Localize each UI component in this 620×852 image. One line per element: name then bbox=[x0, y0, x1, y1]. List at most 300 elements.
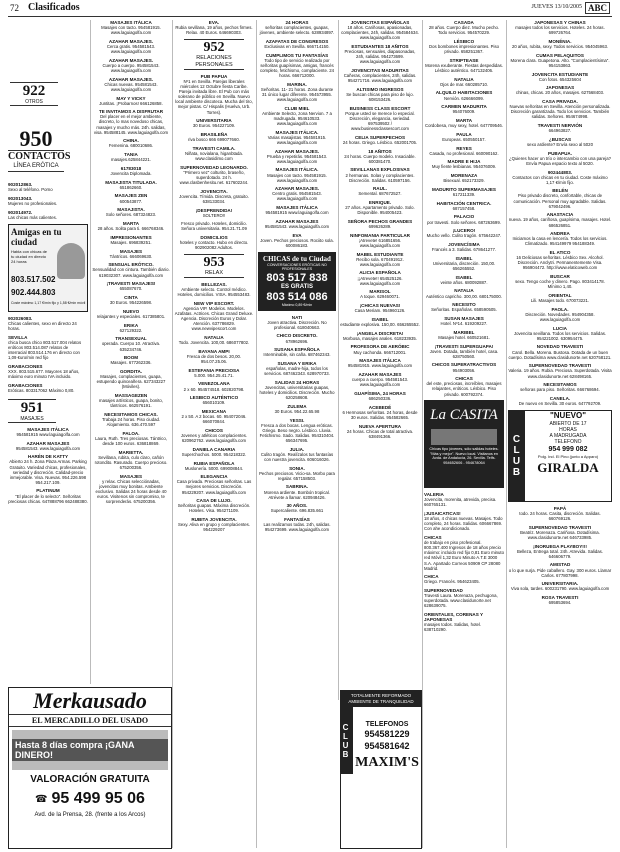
column-7 bbox=[508, 20, 612, 848]
classified-ad bbox=[424, 173, 504, 183]
ad-heading: SUSANA ESPAÑOLA bbox=[274, 347, 320, 353]
classified-ad bbox=[258, 219, 336, 229]
column-4 bbox=[258, 20, 336, 848]
ad-heading: EVA. bbox=[208, 20, 220, 25]
column-6 bbox=[424, 20, 504, 848]
ad-heading: UNIVERSITARIA. bbox=[541, 581, 579, 587]
classified-ad bbox=[92, 431, 170, 446]
club-maxims-ad: TOTALMENTE REFORMADO AMBIENTE DE TRANQUILIDAD CLUB TELEFONOS 954581229 954581642 MAXIM'S bbox=[340, 690, 422, 849]
ad-body: 656010109. bbox=[202, 400, 226, 406]
ad-heading: AZAFATAS DE CONGRESOS bbox=[265, 38, 329, 44]
classified-ad bbox=[174, 132, 254, 142]
classified-ad bbox=[174, 20, 254, 35]
ad-heading: CUMPLIMOS TU FANTASÍAS bbox=[265, 52, 329, 58]
ad-body: señoritas complacientes, guapas, jóvenes, ambiente selecto. 628934897. bbox=[259, 25, 335, 36]
classified-ad bbox=[174, 381, 254, 391]
ad-heading: MASAJISTA. bbox=[117, 207, 145, 213]
ad-heading: 902014972. bbox=[8, 209, 33, 215]
ad-heading: ISABEL bbox=[371, 316, 389, 322]
ad-heading: MARINA. bbox=[287, 81, 307, 87]
ad-heading: 24 HORAS bbox=[285, 20, 309, 25]
classified-ad bbox=[340, 303, 420, 313]
classified-ad bbox=[508, 123, 612, 133]
classified-ad bbox=[340, 270, 420, 285]
column-3 bbox=[174, 20, 254, 848]
ad-heading: DOMICILIOS bbox=[200, 235, 228, 241]
ad-heading: ERIKA bbox=[123, 322, 139, 328]
classified-ad bbox=[340, 68, 420, 83]
ad-body: Beatriz. Morenaza. Cariñosa. Dotadísima. www.clasidunorte.net 646733985. bbox=[520, 529, 600, 540]
ad-heading: MEXICANA bbox=[201, 408, 227, 414]
classified-ad bbox=[174, 74, 254, 115]
section-code-953: 953 RELAX bbox=[184, 254, 244, 278]
ad-body: Porque usted se merece lo especial. Discreción, elegancia, seriedad. 697539502 / www.businessclassescort.com bbox=[345, 110, 415, 132]
classified-ad bbox=[508, 581, 612, 591]
ad-body: 30 Euros. 954227109. bbox=[192, 123, 236, 129]
ad-heading: HARÉN DE KATTY bbox=[27, 454, 69, 460]
classified-ad bbox=[508, 188, 612, 208]
ad-body: 28 años. Solita para ti. 666768346. bbox=[97, 226, 165, 232]
classified-ad bbox=[424, 612, 504, 632]
classified-ad bbox=[258, 167, 336, 182]
ad-heading: BRASILEÑA bbox=[200, 132, 228, 137]
classified-ad bbox=[174, 301, 254, 332]
ad-heading: MABEL ESTUDIANTE bbox=[356, 251, 404, 257]
ad-body: 6 Hermosas señoritas. 24 horas, desde 30 euros. Salidas. 954582665. bbox=[342, 409, 418, 420]
ad-heading: NUEVO bbox=[122, 308, 140, 314]
ad-list-col3a bbox=[174, 20, 254, 35]
classified-ad bbox=[258, 361, 336, 376]
classified-ad bbox=[424, 316, 504, 326]
classified-ad bbox=[8, 441, 88, 451]
ad-body: 28 años. Cuerpo diez. Mucho pecho. Todo servicios. 954570229. bbox=[428, 25, 500, 36]
ad-body: cuerpo a cuerpo. 954581543. www.laguiagolfa.com bbox=[351, 377, 409, 388]
ad-heading: FANTASÍAS bbox=[284, 517, 310, 523]
classified-ad bbox=[508, 53, 612, 68]
classified-ad bbox=[424, 39, 504, 54]
ad-body: Las realizamos todas. 24h, salidas. 954273699. www.laguiagolfa.com bbox=[263, 522, 331, 533]
promo-amigas-ciudad: Amigas en tu ciudad Habla con chicas de tu ciudad en directo 24 horas 803.517.502 902.444.803 Coste máximo 1,17 €/min fijo y 1,58 €/min móvil bbox=[8, 224, 88, 312]
ad-heading: GRABACIONES bbox=[8, 382, 43, 388]
ad-body: De nuevo en Sevilla. 30 euros. 647792709. bbox=[518, 401, 602, 407]
classified-ad bbox=[174, 165, 254, 185]
ad-heading: ROSA TRAVESTI bbox=[541, 595, 579, 601]
newspaper-logo: ABC bbox=[585, 2, 610, 14]
ad-heading: MARTA bbox=[122, 221, 140, 227]
ad-heading: SEÑORA PECHOS GRANDES bbox=[347, 218, 413, 224]
classified-ad bbox=[508, 137, 612, 147]
ad-heading: PUBAPUA. bbox=[548, 150, 572, 156]
classified-ad bbox=[174, 368, 254, 378]
ad-heading: NECESITO bbox=[452, 302, 476, 308]
classified-ad bbox=[174, 517, 254, 532]
ad-body: Morena exuberante. Fiestas despedidas. Lésbico auténtico. 647132406. bbox=[425, 62, 503, 73]
classified-ad bbox=[92, 180, 170, 190]
ad-heading: MAY Y VICKY bbox=[116, 95, 146, 101]
ad-body: Europeas. 650550157. bbox=[442, 136, 486, 142]
classified-ad bbox=[424, 228, 504, 238]
classified-ad bbox=[92, 281, 170, 291]
ad-heading: REYES bbox=[456, 145, 472, 151]
ad-body: Universitaria, discreción. 150,00. 656265552. bbox=[432, 260, 496, 271]
ad-body: Nervión. 626666099. bbox=[444, 95, 484, 101]
ad-heading: TRANSEXUAL bbox=[115, 336, 147, 342]
ad-body: Señoritas. 11- 21 horas. Zona durante 31 único lugar diferente. 954573955. www.laguiagolfa.com bbox=[260, 86, 334, 102]
ad-body: 24 horas. Chicas de total atractiva. 638491366. bbox=[346, 428, 414, 439]
ad-heading: NATI bbox=[291, 314, 303, 320]
ad-body: Hotel. Nº14. 619209227. bbox=[440, 321, 488, 327]
ad-heading: MARISOL bbox=[369, 289, 391, 295]
ad-body: Casa Meriam. 954960126. bbox=[354, 308, 406, 314]
ad-body: 627129322. bbox=[119, 327, 143, 333]
classified-ad bbox=[92, 262, 170, 277]
ad-body: Todo. Jovencita. 100,00. 686077802. bbox=[178, 340, 250, 346]
ad-body: 655087670. bbox=[119, 286, 143, 292]
ad-heading: VENEZOLANA bbox=[198, 381, 230, 387]
classified-ad bbox=[340, 44, 420, 64]
ad-heading: ISABEL bbox=[455, 255, 473, 261]
ad-body: masajes artísticos, guapa, bonito, tántricos. 662576191. bbox=[98, 398, 163, 409]
ad-body: Auténtico capricho. 300,00. 680175000. bbox=[426, 293, 502, 299]
ad-body: Morena ardiente. Bombón tropical. Atrévete a llamar. 620948426. bbox=[264, 489, 330, 500]
ad-heading: AZAHAR MASAJES bbox=[358, 372, 402, 378]
ad-heading: ¡TRAVESTI MASAJES! bbox=[106, 281, 156, 287]
ad-body: ¡Atrevete! 616851656. www.laguiagolfa.com bbox=[358, 237, 402, 248]
ad-body: Muslonería. 5000. 699008844. bbox=[184, 465, 244, 471]
ad-heading: RAUL. bbox=[372, 186, 388, 192]
classified-ad bbox=[258, 233, 336, 248]
ad-body: 30 Euros. 954.22.65.98 bbox=[274, 408, 320, 414]
ad-body: Laura, Ruth. Tres preciosas. Tántrico, desde 100 euros. 636818869. bbox=[95, 435, 167, 446]
ad-body: 24 horas. Griego. Lésbico. 652001705. bbox=[342, 139, 418, 145]
classified-ad bbox=[340, 200, 420, 215]
classified-ad bbox=[174, 461, 254, 471]
ad-body: Las chicas más calientes. bbox=[8, 214, 57, 220]
ad-body: Juntitas. ¡Probarnos! 666126858. bbox=[99, 100, 163, 106]
classified-ad bbox=[8, 210, 88, 220]
ad-body: Morbosa, masajes anales. 618233935. bbox=[342, 335, 418, 341]
ad-body: 2 x 50. A 2 bocas. 60. 954072046. 666070844. bbox=[181, 414, 247, 425]
classified-ad bbox=[8, 335, 88, 360]
ad-heading: MASAJES bbox=[119, 248, 143, 254]
classified-ad bbox=[340, 149, 420, 164]
page-number: 72 bbox=[10, 3, 19, 13]
ad-body: todo. 24 horas. Casita, discreción. Salidas. 660769126. bbox=[519, 510, 601, 521]
ad-heading: EVA bbox=[292, 232, 302, 238]
ad-heading: CUMAS PELAQUITOS bbox=[536, 52, 584, 58]
classified-ad bbox=[174, 189, 254, 204]
ad-body: 651862660. bbox=[119, 184, 143, 190]
ad-heading: BUSCAR bbox=[550, 274, 570, 280]
classified-ad bbox=[508, 212, 612, 227]
ad-heading: SENSUAL ERÓTICO. bbox=[108, 262, 154, 268]
classified-ad bbox=[92, 166, 170, 176]
ad-heading: SUSANA Y ERIKA bbox=[277, 361, 317, 367]
classified-ad bbox=[508, 99, 612, 119]
ad-body: 20 años, rubita, sexy. Todos servicios. 954045963. bbox=[511, 43, 609, 49]
classified-ad bbox=[424, 159, 504, 169]
ad-heading: MASAJES ITÁLICA bbox=[359, 358, 401, 364]
classified-ad bbox=[258, 315, 336, 330]
ad-body: "Primero vez" colturito, braseño, superdotado. 24 h. www.clasbenhesitu.net. 617602244. bbox=[179, 169, 249, 185]
ad-body: sexo ardiente? Envía sexo al 5020 bbox=[527, 141, 593, 147]
classified-ad bbox=[340, 20, 420, 40]
classified-ad bbox=[340, 106, 420, 131]
classified-ad bbox=[8, 427, 88, 437]
ad-heading: LESBICO AUTÉNTICO bbox=[189, 395, 239, 401]
classified-ad bbox=[8, 488, 88, 503]
classified-ad bbox=[340, 344, 420, 354]
classified-ad bbox=[92, 96, 170, 106]
classified-ad bbox=[424, 376, 504, 396]
merkausado-ad: Merkausado EL MERCADILLO DEL USADO Hasta 8 días compra ¡GANA DINERO! VALORACIÓN GRATUITA ☎ 95 499 95 06 Avd. de la Prensa, 28. (frente a los Arcos) bbox=[8, 687, 172, 849]
ad-heading: SABRINA. bbox=[285, 484, 309, 490]
ad-heading: PAOLA. bbox=[551, 306, 569, 312]
ad-heading: MASAJES ITÁLICA. bbox=[275, 167, 319, 173]
ad-heading: MADURITO SUPERMASAJES bbox=[432, 186, 496, 192]
ad-body: riva bosco 666 699077660. bbox=[188, 137, 240, 143]
ad-heading: MASAJES ITÁLICA bbox=[110, 20, 152, 25]
classified-ad bbox=[92, 412, 170, 427]
phone-icon: ☎ bbox=[35, 793, 48, 805]
classified-ad bbox=[174, 349, 254, 364]
ad-body: Contactos con chicas en tu ciudad. Coste máximo 1,17 €/min fijo. bbox=[512, 174, 608, 185]
ad-body: Del placer en el mejor ambiente, discreto, lo mas novedoso chicas, masajes y mucho más. 24h. salidas, visa. 954588145. www.laguiagolfa.com bbox=[93, 114, 169, 135]
ad-body: Jovencita sevillana. Todos los servicios. Salidas. 954221002. 630954475. bbox=[513, 330, 607, 341]
ad-heading: MASSAGEZEN bbox=[114, 393, 148, 398]
ad-body: Cuerpo a cuerpo. 954581543. www.laguiagolfa.com bbox=[102, 62, 160, 73]
section-code-922: 922 OTROS bbox=[10, 82, 58, 106]
classified-ad bbox=[424, 118, 504, 128]
classified-ad bbox=[424, 77, 504, 87]
classified-ad bbox=[174, 335, 254, 345]
ad-body: Masajes con tacto. 954581915. www.laguiagolfa.com bbox=[101, 25, 161, 36]
classified-ad bbox=[92, 235, 170, 245]
ad-heading: 30 AÑOS. bbox=[286, 503, 308, 509]
classified-ad bbox=[424, 362, 504, 372]
ad-body: Señoritas. Españolas. 658590505. bbox=[431, 307, 497, 313]
ad-list-col4b bbox=[258, 315, 336, 533]
ad-heading: NATALIA bbox=[454, 288, 474, 294]
classified-ad bbox=[424, 132, 504, 142]
ad-heading: MARIETTA. bbox=[118, 449, 144, 455]
ad-heading: JAPONESAS Y CHINAS bbox=[534, 20, 586, 25]
ad-body: Discreción. Novedades. 954904358. www.laguiagolfa.com bbox=[525, 311, 595, 322]
ad-heading: YESSI. bbox=[289, 417, 305, 423]
ad-heading: GUAPÍSIMA, 24 HORAS bbox=[354, 390, 406, 396]
ad-heading: SONIA. bbox=[289, 465, 305, 471]
ad-body: Fresco privado. Hoteles, domicilio. Señora universitaria. 954.21.71.09 bbox=[181, 221, 247, 232]
classified-ad bbox=[340, 186, 420, 196]
ad-heading: CHINA. bbox=[123, 138, 139, 144]
ad-body: Se buscan chicas para piso de lujo. 608153426. bbox=[346, 91, 414, 102]
ad-heading: DANIELA CANARIA bbox=[192, 446, 236, 452]
ad-heading: CHICOS SUPERATRACTIVOS bbox=[431, 362, 497, 368]
page-header bbox=[8, 0, 612, 17]
classified-ad bbox=[508, 39, 612, 49]
classified-ad bbox=[508, 170, 612, 185]
ad-body: 617211339. bbox=[452, 191, 476, 197]
ad-heading: CINTA bbox=[124, 295, 138, 301]
ad-heading: CANELA. bbox=[549, 396, 571, 401]
ad-body: Pechos preciosos. Vicio-sa. Morbo para regalar. 657158503. bbox=[259, 470, 335, 481]
ad-heading: CLUB MIEL bbox=[284, 105, 310, 111]
ad-heading: JULIA. bbox=[289, 446, 305, 452]
ad-body: Preciosas, sensuales, diapasonadas, 24h, salidas. 954273699. www.laguiagolfa.com bbox=[344, 49, 416, 65]
classified-ad bbox=[340, 233, 420, 248]
classified-ad bbox=[92, 58, 170, 73]
classified-ad bbox=[340, 219, 420, 229]
classified-ad bbox=[174, 409, 254, 424]
ad-heading: MASAJES ITÁLICA bbox=[27, 426, 69, 432]
ad-body: Varias masajistas. 954581915. www.laguiagolfa.com bbox=[267, 134, 327, 145]
section-code-951: 951 MASAJES bbox=[8, 399, 56, 423]
ad-body: 954581543. www.laguiagolfa.com bbox=[264, 224, 330, 230]
ad-body: A toque. 629460071. bbox=[360, 294, 400, 300]
ad-heading: AZAHAR MASAJES bbox=[275, 218, 319, 224]
ad-heading: PALOA. bbox=[122, 430, 140, 436]
ad-body: Superchochos. 5000. 954218322. bbox=[181, 451, 247, 457]
classified-ad bbox=[92, 355, 170, 365]
classified-ad bbox=[258, 380, 336, 400]
classified-ad bbox=[92, 309, 170, 319]
ad-body: 954581915. www.laguiagolfa.com bbox=[347, 363, 413, 369]
classified-ad bbox=[508, 326, 612, 341]
ad-body: Jovencita. Tímida. Discreta, gratuito. 638133034. bbox=[179, 193, 249, 204]
classified-ad bbox=[340, 317, 420, 327]
ad-body: relajantes y especiales. 617385801. bbox=[96, 313, 166, 319]
ad-heading: ¡CHICAS NUEVAS! bbox=[359, 303, 401, 309]
ad-body: Cañeras, complacientes, 24h, salidas. 954271716. www.laguiagolfa.com bbox=[343, 73, 417, 84]
section-title: Clasificados bbox=[28, 2, 80, 13]
ad-heading: AZAHAR MASAJES. bbox=[274, 186, 320, 192]
classified-ad bbox=[340, 289, 420, 299]
ad-heading: MASAJES ZEN bbox=[114, 193, 148, 199]
classified-ad bbox=[424, 344, 504, 359]
ad-heading: NUEVA APERTURA bbox=[358, 423, 402, 429]
ad-body: "El placer de lo selecto". Señoritas preciosas chicas. 647888796 662488380. bbox=[8, 493, 88, 504]
ad-body: masajes.625844221. bbox=[111, 157, 151, 163]
ad-heading: NATALIA bbox=[454, 76, 474, 82]
classified-ad bbox=[92, 393, 170, 408]
classified-ad bbox=[340, 87, 420, 102]
ad-heading: ¡INORUEGA PLAYBOY!!! bbox=[533, 543, 587, 549]
ad-body: Chicas nuevas. 954581543. www.laguiagolfa.com bbox=[104, 81, 158, 92]
classified-ad bbox=[424, 330, 504, 340]
classified-ad bbox=[258, 418, 336, 443]
casita-photo bbox=[431, 429, 497, 445]
ad-list-col5 bbox=[340, 20, 420, 439]
classified-ad bbox=[340, 405, 420, 420]
classified-ad bbox=[424, 302, 504, 312]
ad-body: Casada, no profesional. 660090162. bbox=[429, 150, 499, 156]
classified-ad bbox=[174, 447, 254, 457]
classified-ad bbox=[424, 256, 504, 271]
ad-body: Mucho vello. Culito tragón. 675642247. bbox=[426, 233, 502, 239]
ad-heading: ENRIQUE. bbox=[368, 200, 392, 206]
ad-body: 18 años. Cariñosas, apasionadas, complacientes, 24h, salidas. 954584634. www.laguiagolfa.com bbox=[341, 25, 419, 41]
ad-body: Sexo al teléfono. Porno bbox=[8, 187, 53, 193]
ad-list-col3c bbox=[174, 282, 254, 532]
ad-body: Piso privado discreto, confortable, chicas de comunicación. Personal muy agradable. Salidas. 679042496. bbox=[513, 193, 607, 209]
ad-body: Jovenes y atléticos complacientes. 620962762. www.laguiagolfa.com bbox=[180, 432, 248, 444]
classified-ad bbox=[424, 288, 504, 298]
ad-body: 699626289. bbox=[368, 224, 392, 230]
ad-heading: TRAVESTI CAMILA. bbox=[192, 145, 236, 151]
ad-body: Ambiente selecto. Control médico. Hoteles, domicilios. VISA. 954553483. bbox=[177, 287, 251, 298]
ad-heading: CHICO DISCRETO. bbox=[276, 333, 318, 339]
classified-ad bbox=[258, 130, 336, 145]
ad-heading: SEVILLANAS EXPLOSIVAS bbox=[350, 167, 410, 173]
classified-ad bbox=[8, 383, 88, 393]
classified-ad bbox=[258, 106, 336, 126]
ad-heading: MONÉNIA. bbox=[548, 38, 572, 44]
ad-heading: ZULEMA bbox=[287, 403, 307, 409]
classified-ad bbox=[340, 358, 420, 368]
ad-heading: 902444803. bbox=[547, 169, 573, 175]
ad-list-col6b bbox=[424, 492, 504, 632]
ad-body: señoras para piso. Señoritas. 666768694. bbox=[520, 387, 600, 393]
classified-ad bbox=[258, 404, 336, 414]
ad-list-col7b bbox=[508, 506, 612, 605]
ad-body: estudiante explosiva. 150,00. 656265552. bbox=[340, 322, 420, 327]
ad-body: Todo tipo de servicio realizado por señoritas guapísimas, amigas, francés completo, fetichismo, complaciente. 24 horas. 666712000. bbox=[259, 57, 335, 79]
classified-ad bbox=[92, 39, 170, 54]
classified-ad bbox=[424, 511, 504, 531]
ad-heading: 902013043. bbox=[8, 195, 33, 201]
ad-body: del este, preciosas, increíbles, masajes relajantes, eróticos. Lésbico. Piso privado. 600792374. bbox=[426, 381, 502, 397]
ad-heading: GRABACIONES bbox=[8, 363, 43, 369]
ad-heading: MARIBEL bbox=[453, 329, 475, 335]
classified-ad bbox=[174, 221, 254, 231]
ad-heading: SALIDAS 24 HORAS bbox=[274, 379, 320, 385]
ad-body: Nº1 en Sevilla. Parejas liberales miércoles 12 Octubre fiesta Caribe. Pareja invitada libre. El Pub con más solerano de público en Sevilla. Nuevo local ambiente discoteca. Mucha del tiro, mejor pistas. C/ Hispalis (Huelva, Urb. Torres). bbox=[175, 78, 253, 115]
ad-heading: ESTUDIANTES 18 AÑITOS bbox=[351, 43, 409, 49]
ad-body: 18 años, 4 chicas nuevas. Masajes. Todo completo, 24 horas. Salidas. 606667869. Con ahe acondicionado. bbox=[424, 516, 503, 532]
ad-body: Joven. Pechos preciosos. Rociito sola. 600086183. bbox=[260, 237, 334, 248]
ad-heading: SUPERNOVEDAD LEONARDO. bbox=[180, 164, 248, 170]
ad-heading: AZAHAR MASAJES. bbox=[274, 148, 320, 154]
classified-ad bbox=[508, 506, 612, 521]
ad-body: Abierto 24 h. Zona Plaza Armas. Parking Gratuito. Variedad chicas, profesionales, seriedad y discreción. Calidad-precio inmejorable. Visa. Nuevas. 954.226.598 954.217.109. bbox=[9, 459, 87, 485]
classified-ad bbox=[92, 295, 170, 305]
ad-heading: AZAHAR MASAJES. bbox=[108, 76, 154, 82]
ad-heading: MASAJES ITÁLICA. bbox=[275, 129, 319, 135]
ad-body: Culito tragón. Realízalos tus fantasías con nuestra jovencita. 606016026. bbox=[260, 451, 334, 462]
ad-heading: GORDITA. bbox=[119, 369, 143, 375]
woman-photo bbox=[57, 243, 85, 279]
classified-ad bbox=[258, 347, 336, 357]
ad-heading: PUB PAPUA bbox=[200, 73, 228, 79]
ad-body: Cerca gratis. 954581543. www.laguiagolfa.com bbox=[106, 43, 156, 55]
ad-heading: NATALIA bbox=[204, 334, 224, 340]
ad-heading: BAYANA AMPI bbox=[198, 348, 230, 354]
ad-heading: AZAHAR MASAJES bbox=[26, 440, 70, 446]
ad-body: Fresca a dos bocas. Lengua eróticas. Griego. Beso negro. Lésbico. Lluvia. Fetichismo. Sado. Salidas. 954310404. 656347695. bbox=[259, 422, 335, 444]
ad-body: o lo que surja. Pide caballero. Gay. 300 euros. Llamar Carlos. 677807998. bbox=[508, 567, 612, 578]
ad-body: Semental. 687672527. bbox=[358, 191, 402, 197]
ad-body: 600543877. bbox=[119, 198, 143, 204]
classified-ad bbox=[424, 146, 504, 156]
classified-ad bbox=[92, 138, 170, 148]
ad-body: Carol. Bella. Morena. Bustosa. Dotada de un buen cuerpo. Dotadísima www.clasidunorte.net 620758121. bbox=[508, 349, 612, 360]
ad-body: Joven atractiva. Discreción. No profesional. 618040663. bbox=[267, 319, 327, 330]
ad-body: españolas, madre-hija, todos los servicios. 687462343. 628970733. bbox=[264, 366, 330, 377]
ad-body: Dos bombones impresionantes. Piso privado. 658251367. bbox=[429, 43, 499, 55]
ad-heading: CHICAS bbox=[424, 535, 442, 541]
classified-ad bbox=[174, 146, 254, 161]
ad-heading: JAPONESAS bbox=[545, 85, 575, 91]
